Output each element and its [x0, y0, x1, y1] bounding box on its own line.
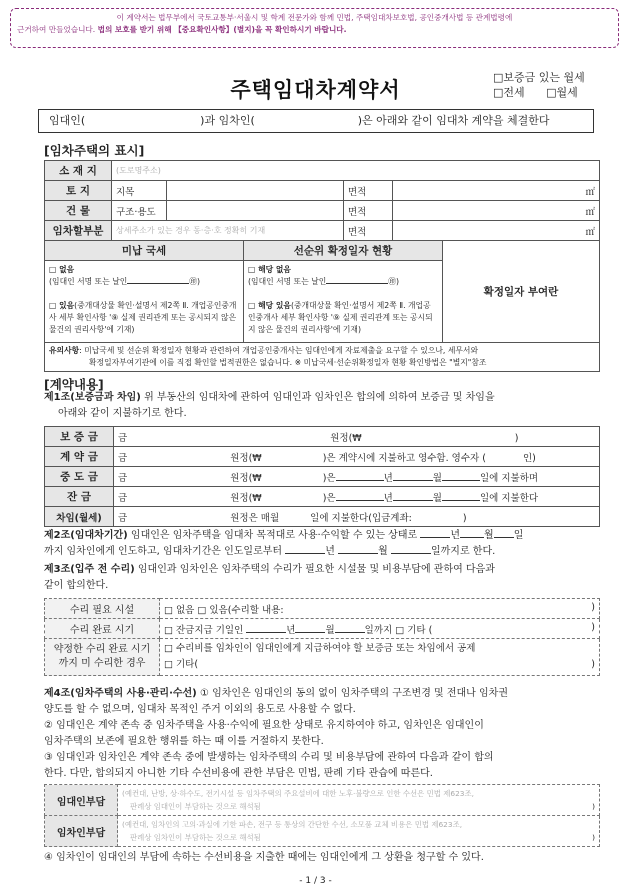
- type-jeonse[interactable]: □전세: [493, 86, 525, 99]
- tax-none-checkbox[interactable]: □ 없음: [49, 265, 75, 274]
- down-payment-label: 계 약 금: [45, 447, 114, 467]
- lessee-burden-label: 임차인부담: [45, 816, 118, 847]
- land-category: 지목: [112, 181, 167, 201]
- month: 월: [432, 492, 442, 504]
- contract-heading: [계약내용]: [44, 377, 104, 392]
- art2-text3: 일까지로 한다.: [430, 546, 496, 557]
- repair-fail-label: [45, 639, 160, 676]
- burden-close-2: ): [592, 833, 595, 842]
- art4-p3a: ③ 임대인과 임차인은 계약 존속 중에 발생하는 임차주택의 수리 및 비용부담에 관하여 다음과 같이 합의: [44, 752, 494, 763]
- repair-fail-field[interactable]: [160, 639, 600, 676]
- repair-done-tail[interactable]: 일까지 □ 기타 (: [364, 624, 433, 636]
- location-input[interactable]: (도로명주소): [112, 161, 600, 181]
- won-prefix: 금: [118, 432, 128, 444]
- land-area-label: 면적: [344, 181, 393, 201]
- senior-date-cell[interactable]: [244, 261, 443, 343]
- won-prefix: 금: [118, 452, 128, 464]
- senior-yes-checkbox[interactable]: □ 해당 있음: [248, 301, 291, 310]
- repair-fail-value1[interactable]: □ 수리비를 임차인이 임대인에게 지급하여야 할 보증금 또는 차임에서 공제: [164, 643, 476, 654]
- tax-yes-checkbox[interactable]: □ 있음: [49, 301, 75, 310]
- burden-table: [44, 784, 600, 847]
- lessee-burden-text2: 판례상 임차인이 부담하는 것으로 해석됨: [130, 833, 261, 842]
- rented-input[interactable]: 상세주소가 있는 경우 동·층·호 정확히 기재: [112, 221, 344, 241]
- repair-need-value[interactable]: □ 없음 □ 있음(수리할 내용:: [164, 604, 284, 616]
- art4-p2b: 임차주택의 보존에 필요한 행위를 하는 때 이를 거절하지 못한다.: [44, 736, 324, 747]
- lessee-burden-text1: (예컨대, 임차인의 고의·과실에 기한 파손, 전구 등 통상의 간단한 수선, 소모품 교체 비용은 민법 제623조,: [122, 820, 463, 829]
- page-number: - 1 / 3 -: [299, 876, 332, 886]
- date-prefix: )은: [322, 472, 336, 484]
- notice-line1: 이 계약서는 법무부에서 국토교통부·서울시 및 학계 전문가와 함께 민법, 주택임대차보호법, 공인중개사법 등 관계법령에: [116, 13, 513, 22]
- tax-none-sign: (임대인 서명 또는 날인: [49, 277, 128, 286]
- won-prefix: 금: [118, 472, 128, 484]
- middle-payment-amount[interactable]: [114, 467, 600, 487]
- art2-text1: 임대인은 임차주택을 임대차 목적대로 사용·수익할 수 있는 상태로: [130, 530, 418, 541]
- repair-close-1: ): [591, 601, 595, 613]
- lessee-burden-field[interactable]: [118, 816, 600, 847]
- notice-box: [10, 8, 619, 48]
- party-line[interactable]: [38, 109, 594, 133]
- tax-unpaid-cell[interactable]: [45, 261, 244, 343]
- day-pay: 일에 지불한다: [479, 492, 539, 504]
- year: 년: [383, 492, 393, 504]
- month: 월: [325, 624, 335, 636]
- type-deposit-monthly[interactable]: □보증금 있는 월세: [493, 71, 585, 84]
- caution-text1: : 미납국세 및 선순위 확정일자 현황과 관련하여 개업공인중개사는 임대인에게 자료제출을 요구할 수 있으나, 세무서와: [79, 346, 478, 355]
- confirm-date-field[interactable]: 확정일자 부여란: [443, 241, 600, 343]
- repair-close-2: ): [591, 621, 595, 633]
- art3-text: 임대인과 임차인은 임차주택의 수리가 필요한 시설물 및 비용부담에 관하여 다음과: [137, 564, 495, 575]
- lessor-burden-field[interactable]: [118, 785, 600, 816]
- won-figure: 원정(₩: [230, 492, 262, 504]
- notice-line2: 근거하여 만들었습니다.: [17, 25, 96, 34]
- property-heading: [임차주택의 표시]: [44, 143, 145, 158]
- date-prefix: )은: [322, 492, 336, 504]
- lessor-burden-text1: (예컨대, 난방, 상·하수도, 전기시설 등 임차주택의 주요설비에 대한 노후·불량으로 인한 수선은 민법 제623조,: [122, 789, 474, 798]
- land-area-unit[interactable]: ㎡: [393, 181, 600, 201]
- art1-title: 제1조(보증금과 차임): [44, 392, 141, 403]
- rent-amount[interactable]: [114, 507, 600, 527]
- article-4: [44, 686, 600, 782]
- month: 월: [378, 546, 388, 557]
- article-2: [44, 528, 600, 560]
- art4-p3b: 한다. 다만, 합의되지 아니한 기타 수선비용에 관한 부담은 민법, 판례 기타 관습에 따른다.: [44, 768, 433, 779]
- repair-table: [44, 598, 600, 676]
- paren-close: ): [462, 512, 467, 524]
- art2-title: 제2조(임대차기간): [44, 530, 128, 541]
- middle-payment-label: 중 도 금: [45, 467, 114, 487]
- art3-text2: 같이 합의한다.: [44, 580, 109, 591]
- balance-amount[interactable]: [114, 487, 600, 507]
- repair-need-label: 수리 필요 시설: [45, 599, 160, 619]
- rented-label: 임차할부분: [45, 221, 112, 241]
- year: 년: [450, 530, 461, 541]
- balance-label: 잔 금: [45, 487, 114, 507]
- rented-area-unit[interactable]: ㎡: [393, 221, 600, 241]
- year: 년: [383, 472, 393, 484]
- art4-p1a: ① 임차인은 임대인의 동의 없이 임차주택의 구조변경 및 전대나 임차권: [199, 688, 509, 699]
- down-payment-text: )은 계약시에 지불하고 영수함. 영수자 (: [322, 452, 486, 464]
- day-pay: 일에 지불하며: [479, 472, 539, 484]
- month: 월: [432, 472, 442, 484]
- senior-none-sign: (임대인 서명 또는 날인: [248, 277, 327, 286]
- art4-p4: ④ 임차인이 임대인의 부담에 속하는 수선비용을 지출한 때에는 임대인에게 그 상환을 청구할 수 있다.: [44, 852, 484, 863]
- art1-text2: 아래와 같이 지불하기로 한다.: [58, 408, 187, 419]
- art2-text2: 까지 임차인에게 인도하고, 임대차기간은 인도일로부터: [44, 546, 283, 557]
- article-3: [44, 562, 600, 594]
- lessor-label: 임대인(: [49, 114, 86, 127]
- year: 년: [325, 546, 335, 557]
- building-label: 건 물: [45, 201, 112, 221]
- payment-row-deposit: [45, 427, 600, 447]
- tax-yes-text: (중개대상물 확인·설명서 제2쪽 Ⅱ. 개업공인중개사 세부 확인사항 '⑨ 실제 권리관계 또는 공시되지 않은 물건의 권리사항'에 기재): [49, 301, 237, 334]
- land-label: 토 지: [45, 181, 112, 201]
- location-label: 소 재 지: [45, 161, 112, 181]
- caution-text2: 확정일자부여기관에 이를 직접 확인할 법적권한은 없습니다. ※ 미납국세·선순위확정일자 현황 확인방법은 "별지"참조: [89, 358, 487, 367]
- deposit-label: 보 증 금: [45, 427, 114, 447]
- repair-fail-label1: 약정한 수리 완료 시기: [53, 644, 151, 655]
- year: 년: [286, 624, 296, 636]
- day: 일: [513, 530, 524, 541]
- art4-p1b: 양도를 할 수 없으며, 임대차 목적인 주거 이외의 용도로 사용할 수 없다.: [44, 704, 356, 715]
- seal-2: ㊞): [388, 277, 400, 286]
- building-structure-input[interactable]: [167, 201, 344, 221]
- senior-yes-text: (중개대상물 확인·설명서 제2쪽 Ⅱ. 개업공인중개사 세부 확인사항 '⑨ 실제 권리관계 또는 공시되지 않은 물건의 권리사항'에 기재): [248, 301, 433, 334]
- rent-monthly: 원정은 매월: [230, 512, 280, 524]
- won-figure: 원정(₩: [230, 452, 262, 464]
- senior-none-checkbox[interactable]: □ 해당 없음: [248, 265, 291, 274]
- repair-done-label: 수리 완료 시기: [45, 619, 160, 639]
- rented-area-label: 면적: [344, 221, 393, 241]
- down-payment-amount[interactable]: [114, 447, 600, 467]
- caution-row: [45, 343, 600, 372]
- won-figure: 원정(₩: [230, 472, 262, 484]
- burden-close-1: ): [592, 802, 595, 811]
- notice-important: 법의 보호를 받기 위해 【중요확인사항】(별지)을 꼭 확인하시기 바랍니다.: [97, 25, 347, 34]
- repair-done-value[interactable]: □ 잔금지급 기일인: [164, 624, 244, 636]
- repair-need-field[interactable]: [160, 599, 600, 619]
- art3-title: 제3조(입주 전 수리): [44, 564, 135, 575]
- art4-p2a: ② 임대인은 계약 존속 중 임차주택을 사용·수익에 필요한 상태로 유지하여야 하고, 임차인은 임대인이: [44, 720, 484, 731]
- repair-close-3: ): [591, 659, 595, 670]
- won-figure: 원정(₩: [330, 432, 362, 444]
- repair-fail-label2: 까지 미 수리한 경우: [58, 658, 146, 669]
- tax-col2: 선순위 확정일자 현황: [244, 241, 443, 261]
- paren-close: ): [514, 432, 519, 444]
- type-monthly[interactable]: □월세: [546, 86, 578, 99]
- party-tail: )은 아래와 같이 임대차 계약을 체결한다: [357, 114, 550, 127]
- lessor-burden-text2: 판례상 임대인이 부담하는 것으로 해석됨: [130, 802, 261, 811]
- month: 월: [484, 530, 494, 541]
- won-prefix: 금: [118, 492, 128, 504]
- contract-type[interactable]: [493, 70, 585, 100]
- land-category-input[interactable]: [167, 181, 344, 201]
- rent-label: 차임(월세): [45, 507, 114, 527]
- tax-table: [44, 240, 600, 372]
- tax-col1: 미납 국세: [45, 241, 244, 261]
- payment-table: [44, 426, 600, 527]
- won-prefix: 금: [118, 512, 128, 524]
- property-table: [44, 160, 600, 241]
- building-structure: 구조·용도: [112, 201, 167, 221]
- lessee-label: )과 임차인(: [200, 114, 255, 127]
- building-area-unit[interactable]: ㎡: [393, 201, 600, 221]
- repair-done-field[interactable]: [160, 619, 600, 639]
- art1-text: 위 부동산의 임대차에 관하여 임대인과 임차인은 합의에 의하여 보증금 및 차임을: [144, 392, 495, 403]
- caution-label: 유의사항: [49, 346, 80, 355]
- rent-account: 일에 지불한다(입금계좌:: [310, 512, 412, 524]
- page-title: 주택임대차계약서: [230, 78, 401, 102]
- deposit-amount[interactable]: [114, 427, 600, 447]
- repair-fail-value2[interactable]: □ 기타(: [164, 659, 199, 670]
- art4-title: 제4조(임차주택의 사용·관리·수선): [44, 688, 197, 699]
- article-1: [44, 390, 600, 422]
- lessor-burden-label: 임대인부담: [45, 785, 118, 816]
- seal-1: ㊞): [189, 277, 201, 286]
- seal-text: 인): [522, 452, 536, 464]
- building-area-label: 면적: [344, 201, 393, 221]
